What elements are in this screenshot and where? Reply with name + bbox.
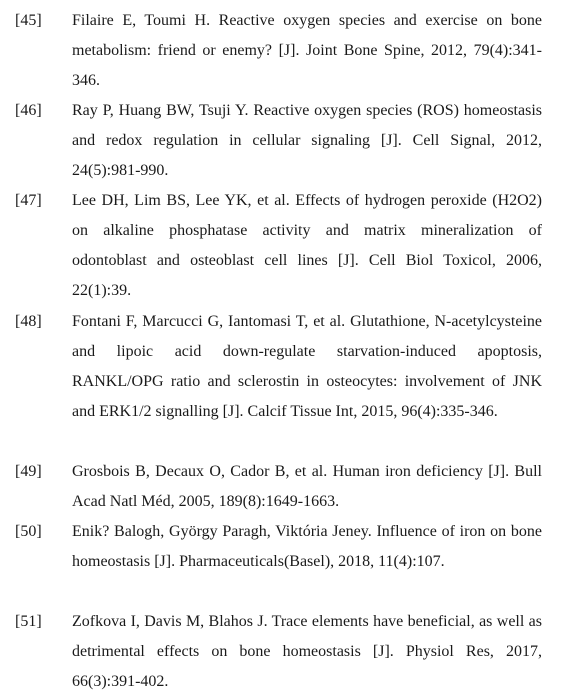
reference-text: Ray P, Huang BW, Tsuji Y. Reactive oxygen species (ROS) homeostasis and redox regulation in cellular signaling [J]. Cell Signal, 2012, 24(5):981-990.	[72, 102, 542, 179]
reference-number: [48]	[15, 313, 42, 330]
reference-number: [45]	[15, 12, 42, 29]
reference-text: Filaire E, Toumi H. Reactive oxygen species and exercise on bone metabolism: friend or enemy? [J]. Joint Bone Spine, 2012, 79(4):341-346.	[72, 12, 542, 89]
reference-text: Grosbois B, Decaux O, Cador B, et al. Human iron deficiency [J]. Bull Acad Natl Méd, 2005, 189(8):1649-1663.	[72, 463, 542, 510]
reference-text: Fontani F, Marcucci G, Iantomasi T, et al. Glutathione, N-acetylcysteine and lipoic acid down-regulate starvation-induced apoptosis, RANKL/OPG ratio and sclerostin in osteocytes: involvement of JNK and ERK1/2 signalling [J]. Calcif Tissue Int, 2015, 96(4):335-346.	[72, 313, 542, 420]
reference-number: [50]	[15, 523, 42, 540]
reference-text: Enik? Balogh, György Paragh, Viktória Jeney. Influence of iron on bone homeostasis [J]. Pharmaceuticals(Basel), 2018, 11(4):107.	[72, 523, 542, 570]
reference-text: Zofkova I, Davis M, Blahos J. Trace elements have beneficial, as well as detrimental effects on bone homeostasis [J]. Physiol Res, 2017, 66(3):391-402.	[72, 613, 542, 690]
reference-number: [46]	[15, 102, 42, 119]
reference-text: Lee DH, Lim BS, Lee YK, et al. Effects of hydrogen peroxide (H2O2) on alkaline phosphatase activity and matrix mineralization of odontoblast and osteoblast cell lines [J]. Cell Biol Toxicol, 2006, 22(1):39.	[72, 192, 542, 299]
reference-number: [47]	[15, 192, 42, 209]
reference-number: [49]	[15, 463, 42, 480]
reference-number: [51]	[15, 613, 42, 630]
